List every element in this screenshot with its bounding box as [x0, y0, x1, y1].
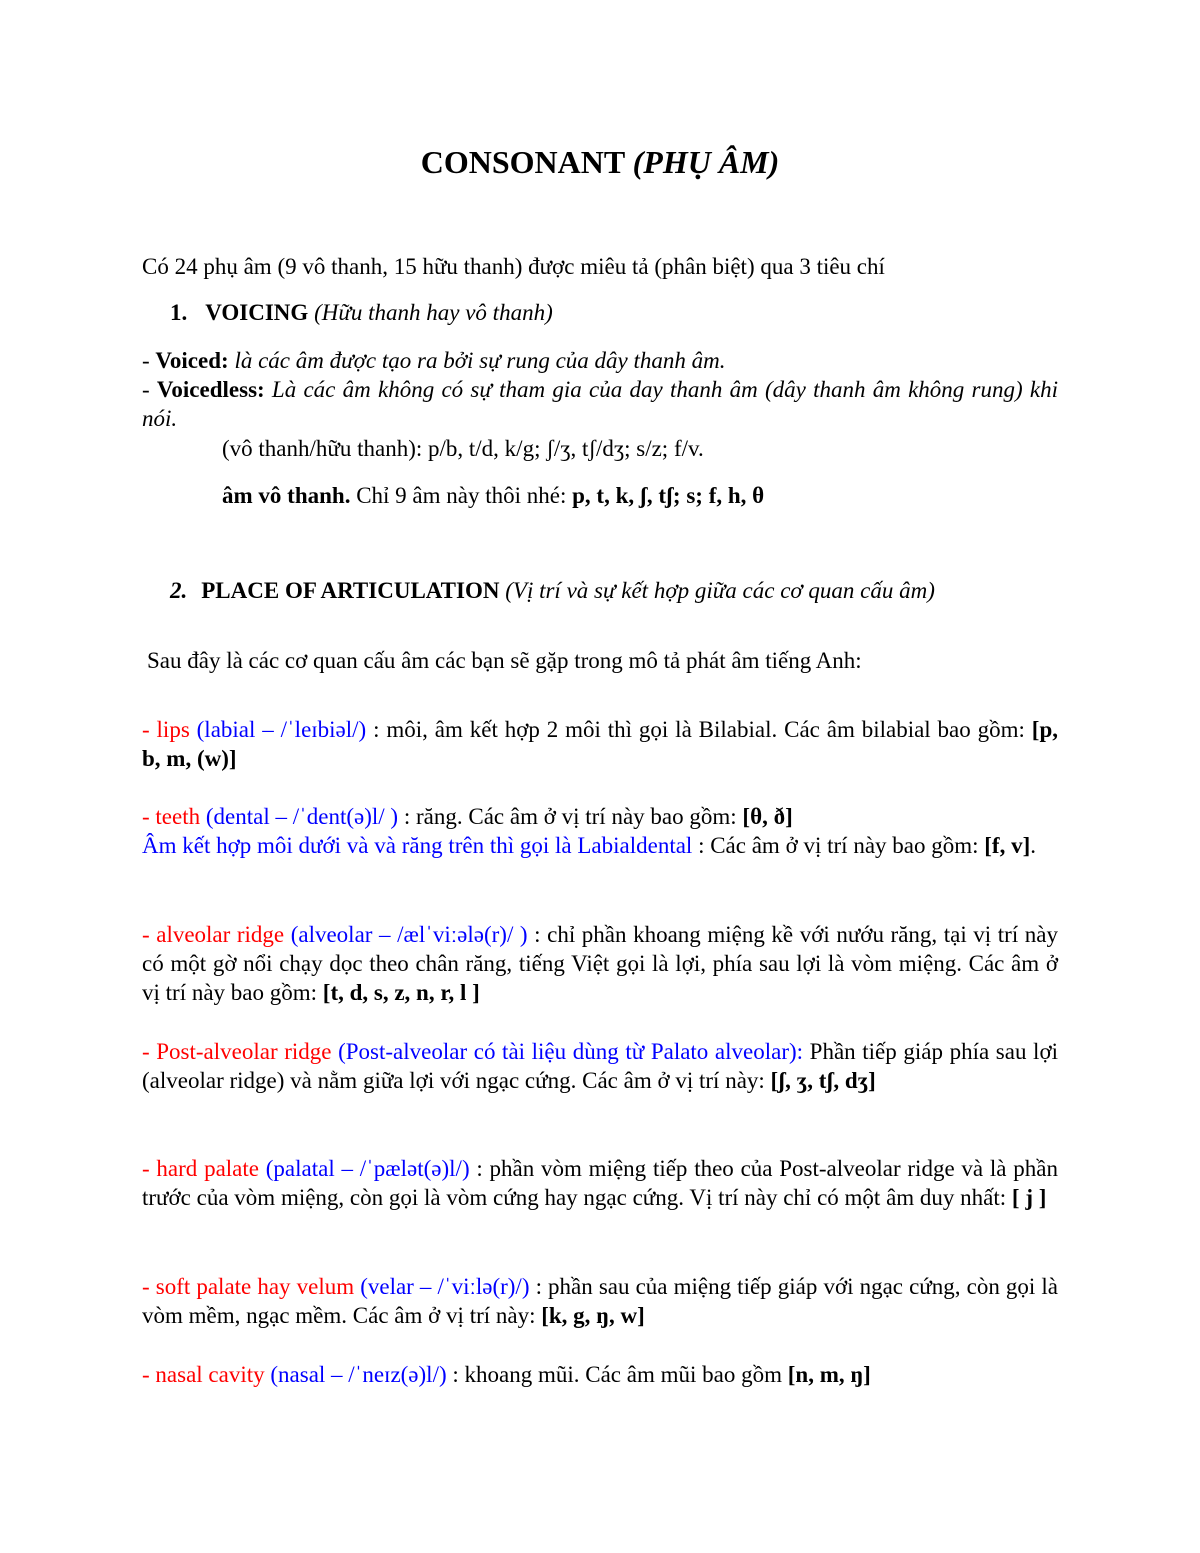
organ-term: - Post-alveolar ridge — [142, 1039, 332, 1064]
organ-sounds: [ʃ, ʒ, tʃ, dʒ] — [770, 1068, 876, 1093]
organ-text: : phần sau của miệng tiếp giáp với ngạc cứng, còn gọi là vòm mềm, ngạc mềm. Các âm ở vị trí này: — [142, 1274, 1058, 1328]
organ-gloss: (palatal – /ˈpælət(ə)l/) — [258, 1156, 470, 1181]
organ-sounds: [θ, ð] — [742, 804, 793, 829]
intro-paragraph: Có 24 phụ âm (9 vô thanh, 15 hữu thanh) được miêu tả (phân biệt) qua 3 tiêu chí — [142, 254, 885, 279]
organ-sounds: [p, b, m, (w)] — [142, 717, 1058, 771]
term-label: Voicedless: — [156, 377, 265, 402]
organ-sounds: [n, m, ŋ] — [787, 1362, 871, 1387]
section-heading-voicing — [170, 298, 1086, 327]
title-main: CONSONANT — [420, 144, 633, 180]
organ-term: - hard palate — [142, 1156, 259, 1181]
term-text: là các âm được tạo ra bởi sự rung của dây thanh âm. — [228, 348, 726, 373]
organ-postalveolar — [142, 1037, 1058, 1095]
organ-gloss: (dental – /ˈdent(ə)l/ ) — [200, 804, 399, 829]
organ-gloss: (alveolar – /ælˈviːələ(r)/ ) — [284, 922, 528, 947]
voicing-pairs: (vô thanh/hữu thanh): p/b, t/d, k/g; ʃ/ʒ, tʃ/dʒ; s/z; f/v. — [222, 436, 704, 461]
section-title: VOICING — [205, 300, 309, 325]
section-subtitle: (Hữu thanh hay vô thanh) — [314, 300, 553, 325]
unvoiced-label: âm vô thanh. — [222, 483, 351, 508]
organ-term: - alveolar ridge — [142, 922, 285, 947]
unvoiced-list — [222, 481, 1058, 510]
organ-text: : Các âm ở vị trí này bao gồm: — [692, 833, 985, 858]
organs-intro: Sau đây là các cơ quan cấu âm các bạn sẽ gặp trong mô tả phát âm tiếng Anh: — [147, 648, 862, 673]
organ-lips — [142, 715, 1058, 773]
organ-term: - soft palate hay velum — [142, 1274, 355, 1299]
section-subtitle: (Vị trí và sự kết hợp giữa các cơ quan cấu âm) — [505, 578, 935, 603]
organ-gloss: (velar – /ˈviːlə(r)/) — [354, 1274, 530, 1299]
organ-text: : môi, âm kết hợp 2 môi thì gọi là Bilabial. Các âm bilabial bao gồm: — [366, 717, 1032, 742]
section-number: 1. — [170, 300, 188, 325]
organ-gloss: (nasal – /ˈneɪz(ə)l/) — [264, 1362, 447, 1387]
title-subtitle: (PHỤ ÂM) — [632, 144, 780, 180]
organ-sounds: [f, v] — [984, 833, 1031, 858]
organ-velar — [142, 1272, 1058, 1330]
organ-labiodental — [142, 831, 1058, 860]
section-title: PLACE OF ARTICULATION — [201, 578, 500, 603]
organ-sounds: [k, g, ŋ, w] — [541, 1303, 645, 1328]
unvoiced-text: Chỉ 9 âm này thôi nhé: — [350, 483, 573, 508]
organ-text: : răng. Các âm ở vị trí này bao gồm: — [398, 804, 743, 829]
organ-gloss: (labial – /ˈleɪbiəl/) — [189, 717, 367, 742]
organ-alveolar — [142, 920, 1058, 1007]
organ-sounds: [ j ] — [1011, 1185, 1047, 1210]
organ-gloss: Âm kết hợp môi dưới và và răng trên thì gọi là Labialdental — [142, 833, 693, 858]
bullet-dash: - — [142, 377, 157, 402]
organ-gloss: (Post-alveolar có tài liệu dùng từ Palato alveolar): — [331, 1039, 804, 1064]
bullet-dash: - — [142, 348, 156, 373]
voiced-definition — [142, 346, 1058, 375]
organ-sounds: [t, d, s, z, n, r, l ] — [322, 980, 480, 1005]
organ-text: Phần tiếp giáp phía sau lợi (alveolar ridge) và nằm giữa lợi với ngạc cứng. Các âm ở vị trí này: — [142, 1039, 1058, 1093]
organ-palatal — [142, 1154, 1058, 1212]
organ-term: - lips — [142, 717, 190, 742]
organ-text: : khoang mũi. Các âm mũi bao gồm — [446, 1362, 788, 1387]
organ-nasal — [142, 1360, 1058, 1389]
section-number: 2. — [170, 578, 188, 603]
section-heading-place — [170, 576, 1086, 605]
voiceless-definition — [142, 375, 1058, 433]
organ-teeth — [142, 802, 1058, 831]
organ-term: - teeth — [142, 804, 201, 829]
unvoiced-sounds: p, t, k, ʃ, tʃ; s; f, h, θ — [572, 483, 765, 508]
organ-text: : phần vòm miệng tiếp theo của Post-alveolar ridge và là phần trước của vòm miệng, còn gọi là vòm cứng hay ngạc cứng. Vị trí này chỉ có một âm duy nhất: — [142, 1156, 1058, 1210]
term-text: Là các âm không có sự tham gia của day thanh âm (dây thanh âm không rung) khi nói. — [142, 377, 1058, 431]
organ-text: : chỉ phần khoang miệng kề với nướu răng, tại vị trí này có một gờ nổi chạy dọc theo chân răng, tiếng Việt gọi là lợi, phía sau lợi là vòm miệng. Các âm ở vị trí này bao gồm: — [142, 922, 1059, 1005]
organ-term: - nasal cavity — [142, 1362, 265, 1387]
organ-end: . — [1030, 833, 1036, 858]
term-label: Voiced: — [155, 348, 229, 373]
page-title — [0, 142, 1200, 182]
